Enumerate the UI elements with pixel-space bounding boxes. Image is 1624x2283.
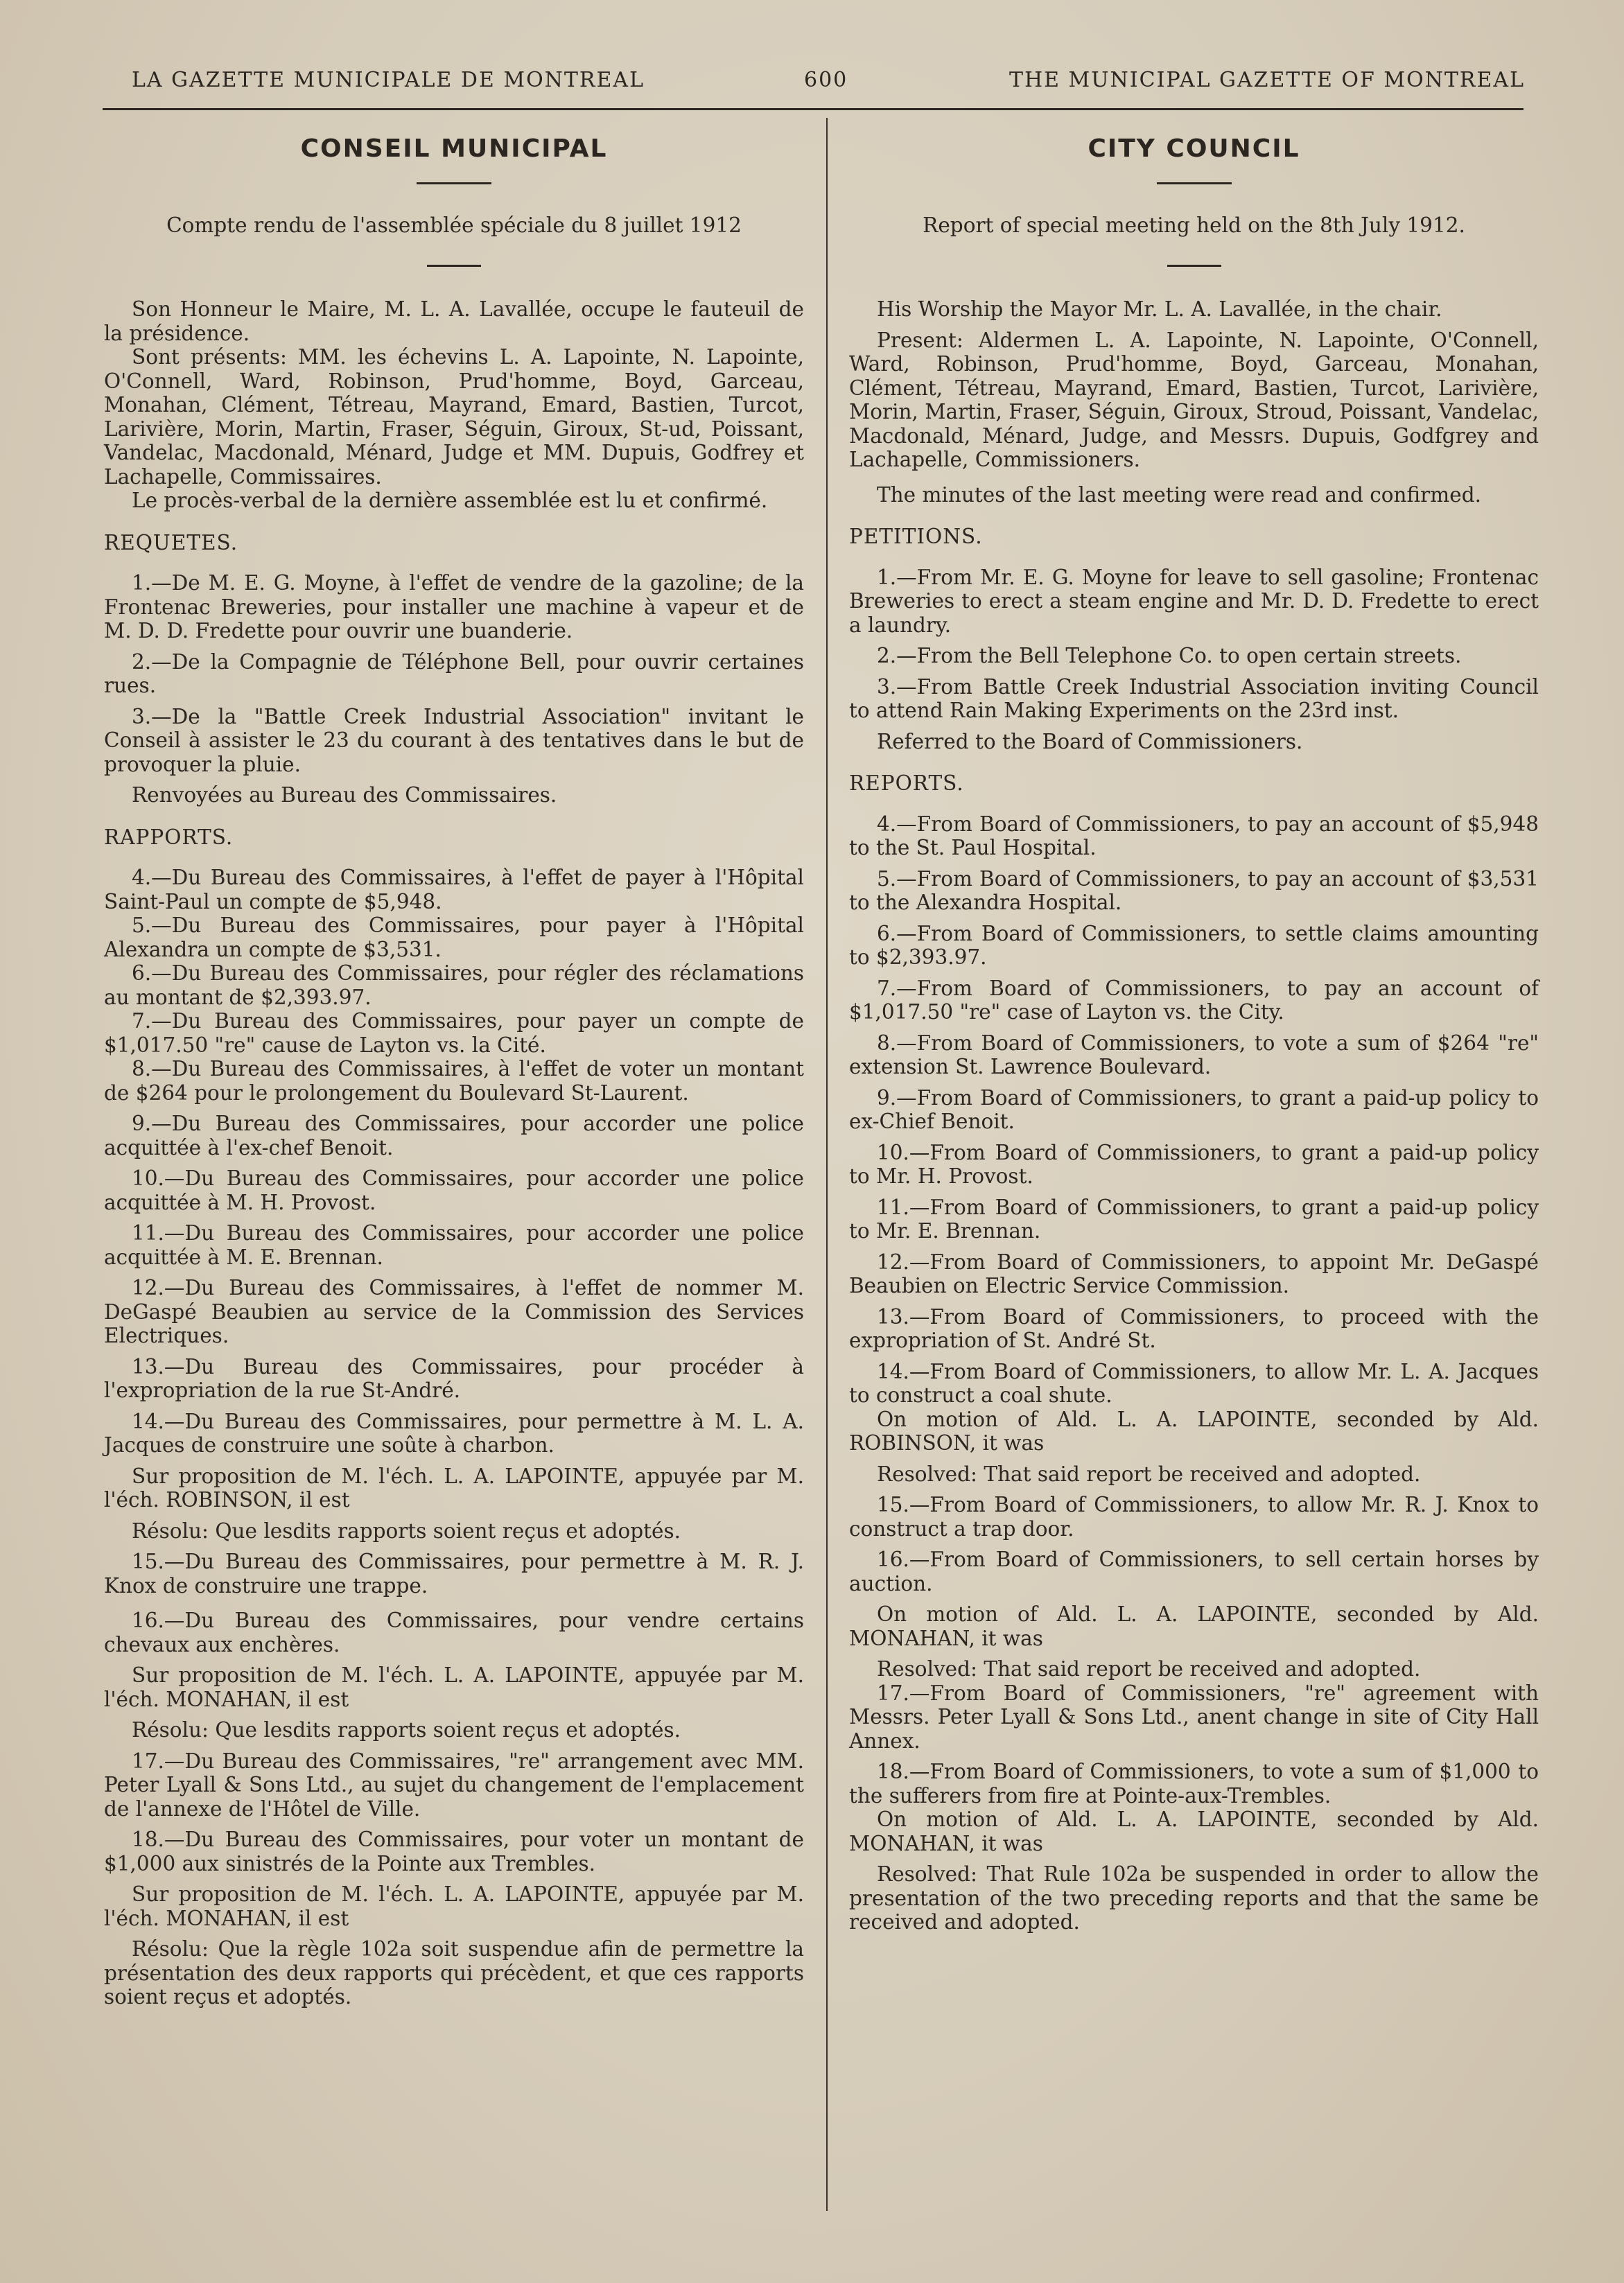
english-petition-item: 1.—From Mr. E. G. Moyne for leave to sell gasoline; Frontenac Breweries to erect a steam engine and Mr. D. D. Fredette to erect a laundry.	[849, 565, 1539, 637]
french-rapport-item: 9.—Du Bureau des Commissaires, pour accorder une police acquittée à l'ex-chef Benoit.	[104, 1112, 804, 1160]
english-column	[849, 132, 1539, 1934]
english-resolution: Resolved: That said report be received and adopted.	[877, 1462, 1421, 1486]
english-report-item: 8.—From Board of Commissioners, to vote a sum of $264 "re" extension St. Lawrence Boulevard.	[849, 1031, 1539, 1078]
column-divider	[826, 118, 828, 2211]
french-requete-referral: Renvoyées au Bureau des Commissaires.	[132, 783, 557, 807]
french-requetes-heading: REQUETES.	[104, 530, 238, 554]
french-intro-minutes: Le procès-verbal de la dernière assemblée est lu et confirmé.	[132, 489, 768, 512]
header-english-title: THE MUNICIPAL GAZETTE OF MONTREAL	[1009, 68, 1525, 92]
french-rapport-item: 18.—Du Bureau des Commissaires, pour voter un montant de $1,000 aux sinistrés de la Pointe aux Trembles.	[104, 1828, 804, 1875]
english-motion: On motion of Ald. L. A. LAPOINTE, seconded by Ald. MONAHAN, it was	[849, 1602, 1539, 1650]
french-requete-item: 1.—De M. E. G. Moyne, à l'effet de vendre de la gazoline; de la Frontenac Breweries, pour installer une machine à vapeur et de M. D. D. Fredette pour ouvrir une buanderie.	[104, 571, 804, 642]
english-resolution: Resolved: That Rule 102a be suspended in order to allow the presentation of the two preceding reports and that the same be received and adopted.	[849, 1862, 1539, 1934]
english-intro-present: Present: Aldermen L. A. Lapointe, N. Lapointe, O'Connell, Ward, Robinson, Prud'homme, Boyd, Garceau, Monahan, Clément, Tétreau, Mayrand, Emard, Bastien, Turcot, Larivière, Morin, Martin, Fraser, Séguin, Giroux, Stroud, Poissant, Vandelac, Macdonald, Ménard, Judge, and Messrs. Dupuis, Godfgrey and Lachapelle, Commissioners.	[849, 328, 1539, 471]
french-rapport-item: 8.—Du Bureau des Commissaires, à l'effet de voter un montant de $264 pour le prolongement du Boulevard St-Laurent.	[104, 1057, 804, 1105]
english-report-item: 6.—From Board of Commissioners, to settle claims amounting to $2,393.97.	[849, 921, 1539, 969]
english-report-item: 15.—From Board of Commissioners, to allow Mr. R. J. Knox to construct a trap door.	[849, 1493, 1539, 1541]
title-rule	[417, 182, 491, 184]
english-report-item: 5.—From Board of Commissioners, to pay an account of $3,531 to the Alexandra Hospital.	[849, 866, 1539, 914]
french-rapport-item: 17.—Du Bureau des Commissaires, "re" arrangement avec MM. Peter Lyall & Sons Ltd., au sujet du changement de l'emplacement de l'annexe de l'Hôtel de Ville.	[104, 1749, 804, 1821]
french-rapport-item: 13.—Du Bureau des Commissaires, pour procéder à l'expropriation de la rue St-André.	[104, 1354, 804, 1402]
french-resolution: Résolu: Que la règle 102a soit suspendue afin de permettre la présentation des deux rapports qui précèdent, et que ces rapports soient reçus et adoptés.	[104, 1937, 804, 2009]
french-rapport-item: 4.—Du Bureau des Commissaires, à l'effet de payer à l'Hôpital Saint-Paul un compte de $5,948.	[104, 866, 804, 913]
english-subtitle: Report of special meeting held on the 8th July 1912.	[923, 213, 1465, 237]
french-motion: Sur proposition de M. l'éch. L. A. LAPOINTE, appuyée par M. l'éch. MONAHAN, il est	[104, 1882, 804, 1930]
french-subtitle: Compte rendu de l'assemblée spéciale du 8 juillet 1912	[166, 213, 742, 237]
english-report-item: 18.—From Board of Commissioners, to vote a sum of $1,000 to the sufferers from fire at Pointe-aux-Trembles.	[849, 1760, 1539, 1808]
french-rapport-item: 16.—Du Bureau des Commissaires, pour vendre certains chevaux aux enchères.	[104, 1609, 804, 1656]
title-rule	[1157, 182, 1232, 184]
english-report-item: 9.—From Board of Commissioners, to grant a paid-up policy to ex-Chief Benoit.	[849, 1085, 1539, 1133]
english-title: CITY COUNCIL	[1088, 134, 1300, 163]
french-intro-mayor: Son Honneur le Maire, M. L. A. Lavallée, occupe le fauteuil de la présidence.	[104, 297, 804, 345]
french-intro-present: Sont présents: MM. les échevins L. A. Lapointe, N. Lapointe, O'Connell, Ward, Robinson, Prud'homme, Boyd, Garceau, Monahan, Clément, Tétreau, Mayrand, Emard, Bastien, Turcot, Larivière, Morin, Martin, Fraser, Séguin, Giroux, St-ud, Poissant, Vandelac, Macdonald, Ménard, Judge et MM. Dupuis, Godfrey et Lachapelle, Commissaires.	[104, 345, 804, 489]
english-report-item: 17.—From Board of Commissioners, "re" agreement with Messrs. Peter Lyall & Sons Ltd., anent change in site of City Hall Annex.	[849, 1681, 1539, 1753]
english-petitions-heading: PETITIONS.	[849, 525, 983, 548]
english-motion: On motion of Ald. L. A. LAPOINTE, seconded by Ald. MONAHAN, it was	[849, 1808, 1539, 1855]
french-requete-item: 3.—De la "Battle Creek Industrial Association" invitant le Conseil à assister le 23 du courant à des tentatives dans le but de provoquer la pluie.	[104, 704, 804, 776]
english-report-item: 12.—From Board of Commissioners, to appoint Mr. DeGaspé Beaubien on Electric Service Commission.	[849, 1250, 1539, 1297]
french-rapport-item: 12.—Du Bureau des Commissaires, à l'effet de nommer M. DeGaspé Beaubien au service de la Commission des Services Electriques.	[104, 1276, 804, 1347]
french-title: CONSEIL MUNICIPAL	[300, 134, 608, 163]
french-rapport-item: 7.—Du Bureau des Commissaires, pour payer un compte de $1,017.50 "re" cause de Layton vs. la Cité.	[104, 1009, 804, 1057]
english-intro-mayor: His Worship the Mayor Mr. L. A. Lavallée, in the chair.	[877, 297, 1442, 321]
english-report-item: 13.—From Board of Commissioners, to proceed with the expropriation of St. André St.	[849, 1304, 1539, 1352]
french-motion: Sur proposition de M. l'éch. L. A. LAPOINTE, appuyée par M. l'éch. MONAHAN, il est	[104, 1663, 804, 1711]
english-report-item: 11.—From Board of Commissioners, to grant a paid-up policy to Mr. E. Brennan.	[849, 1195, 1539, 1243]
french-rapports-heading: RAPPORTS.	[104, 825, 234, 849]
french-resolution: Résolu: Que lesdits rapports soient reçus et adoptés.	[132, 1718, 681, 1742]
english-report-item: 4.—From Board of Commissioners, to pay an account of $5,948 to the St. Paul Hospital.	[849, 812, 1539, 859]
french-resolution: Résolu: Que lesdits rapports soient reçus et adoptés.	[132, 1519, 681, 1543]
english-report-item: 16.—From Board of Commissioners, to sell certain horses by auction.	[849, 1548, 1539, 1595]
english-resolution: Resolved: That said report be received and adopted.	[877, 1657, 1421, 1681]
english-intro-minutes: The minutes of the last meeting were read and confirmed.	[877, 482, 1481, 507]
english-reports-heading: REPORTS.	[849, 771, 964, 795]
french-rapport-item: 14.—Du Bureau des Commissaires, pour permettre à M. L. A. Jacques de construire une soûte à charbon.	[104, 1409, 804, 1457]
french-rapport-item: 5.—Du Bureau des Commissaires, pour payer à l'Hôpital Alexandra un compte de $3,531.	[104, 913, 804, 961]
french-rapport-item: 15.—Du Bureau des Commissaires, pour permettre à M. R. J. Knox de construire une trappe.	[104, 1550, 804, 1598]
english-petition-item: 2.—From the Bell Telephone Co. to open certain streets.	[877, 644, 1462, 667]
french-rapport-item: 11.—Du Bureau des Commissaires, pour accorder une police acquittée à M. E. Brennan.	[104, 1221, 804, 1269]
header-french-title: LA GAZETTE MUNICIPALE DE MONTREAL	[132, 68, 645, 92]
french-requete-item: 2.—De la Compagnie de Téléphone Bell, pour ouvrir certaines rues.	[104, 649, 804, 697]
english-report-item: 7.—From Board of Commissioners, to pay an account of $1,017.50 "re" case of Layton vs. the City.	[849, 976, 1539, 1024]
english-petition-referral: Referred to the Board of Commissioners.	[877, 729, 1303, 753]
french-rapport-item: 10.—Du Bureau des Commissaires, pour accorder une police acquittée à M. H. Provost.	[104, 1166, 804, 1214]
english-motion: On motion of Ald. L. A. LAPOINTE, seconded by Ald. ROBINSON, it was	[849, 1407, 1539, 1455]
running-header	[132, 68, 1525, 100]
english-report-item: 10.—From Board of Commissioners, to grant a paid-up policy to Mr. H. Provost.	[849, 1140, 1539, 1188]
page-number: 600	[804, 68, 848, 92]
french-column	[104, 132, 804, 2009]
french-motion: Sur proposition de M. l'éch. L. A. LAPOINTE, appuyée par M. l'éch. ROBINSON, il est	[104, 1464, 804, 1512]
english-report-item: 14.—From Board of Commissioners, to allow Mr. L. A. Jacques to construct a coal shute.	[849, 1359, 1539, 1407]
french-rapport-item: 6.—Du Bureau des Commissaires, pour régler des réclamations au montant de $2,393.97.	[104, 961, 804, 1009]
english-petition-item: 3.—From Battle Creek Industrial Association inviting Council to attend Rain Making Experiments on the 23rd inst.	[849, 674, 1539, 722]
header-rule	[103, 108, 1523, 110]
